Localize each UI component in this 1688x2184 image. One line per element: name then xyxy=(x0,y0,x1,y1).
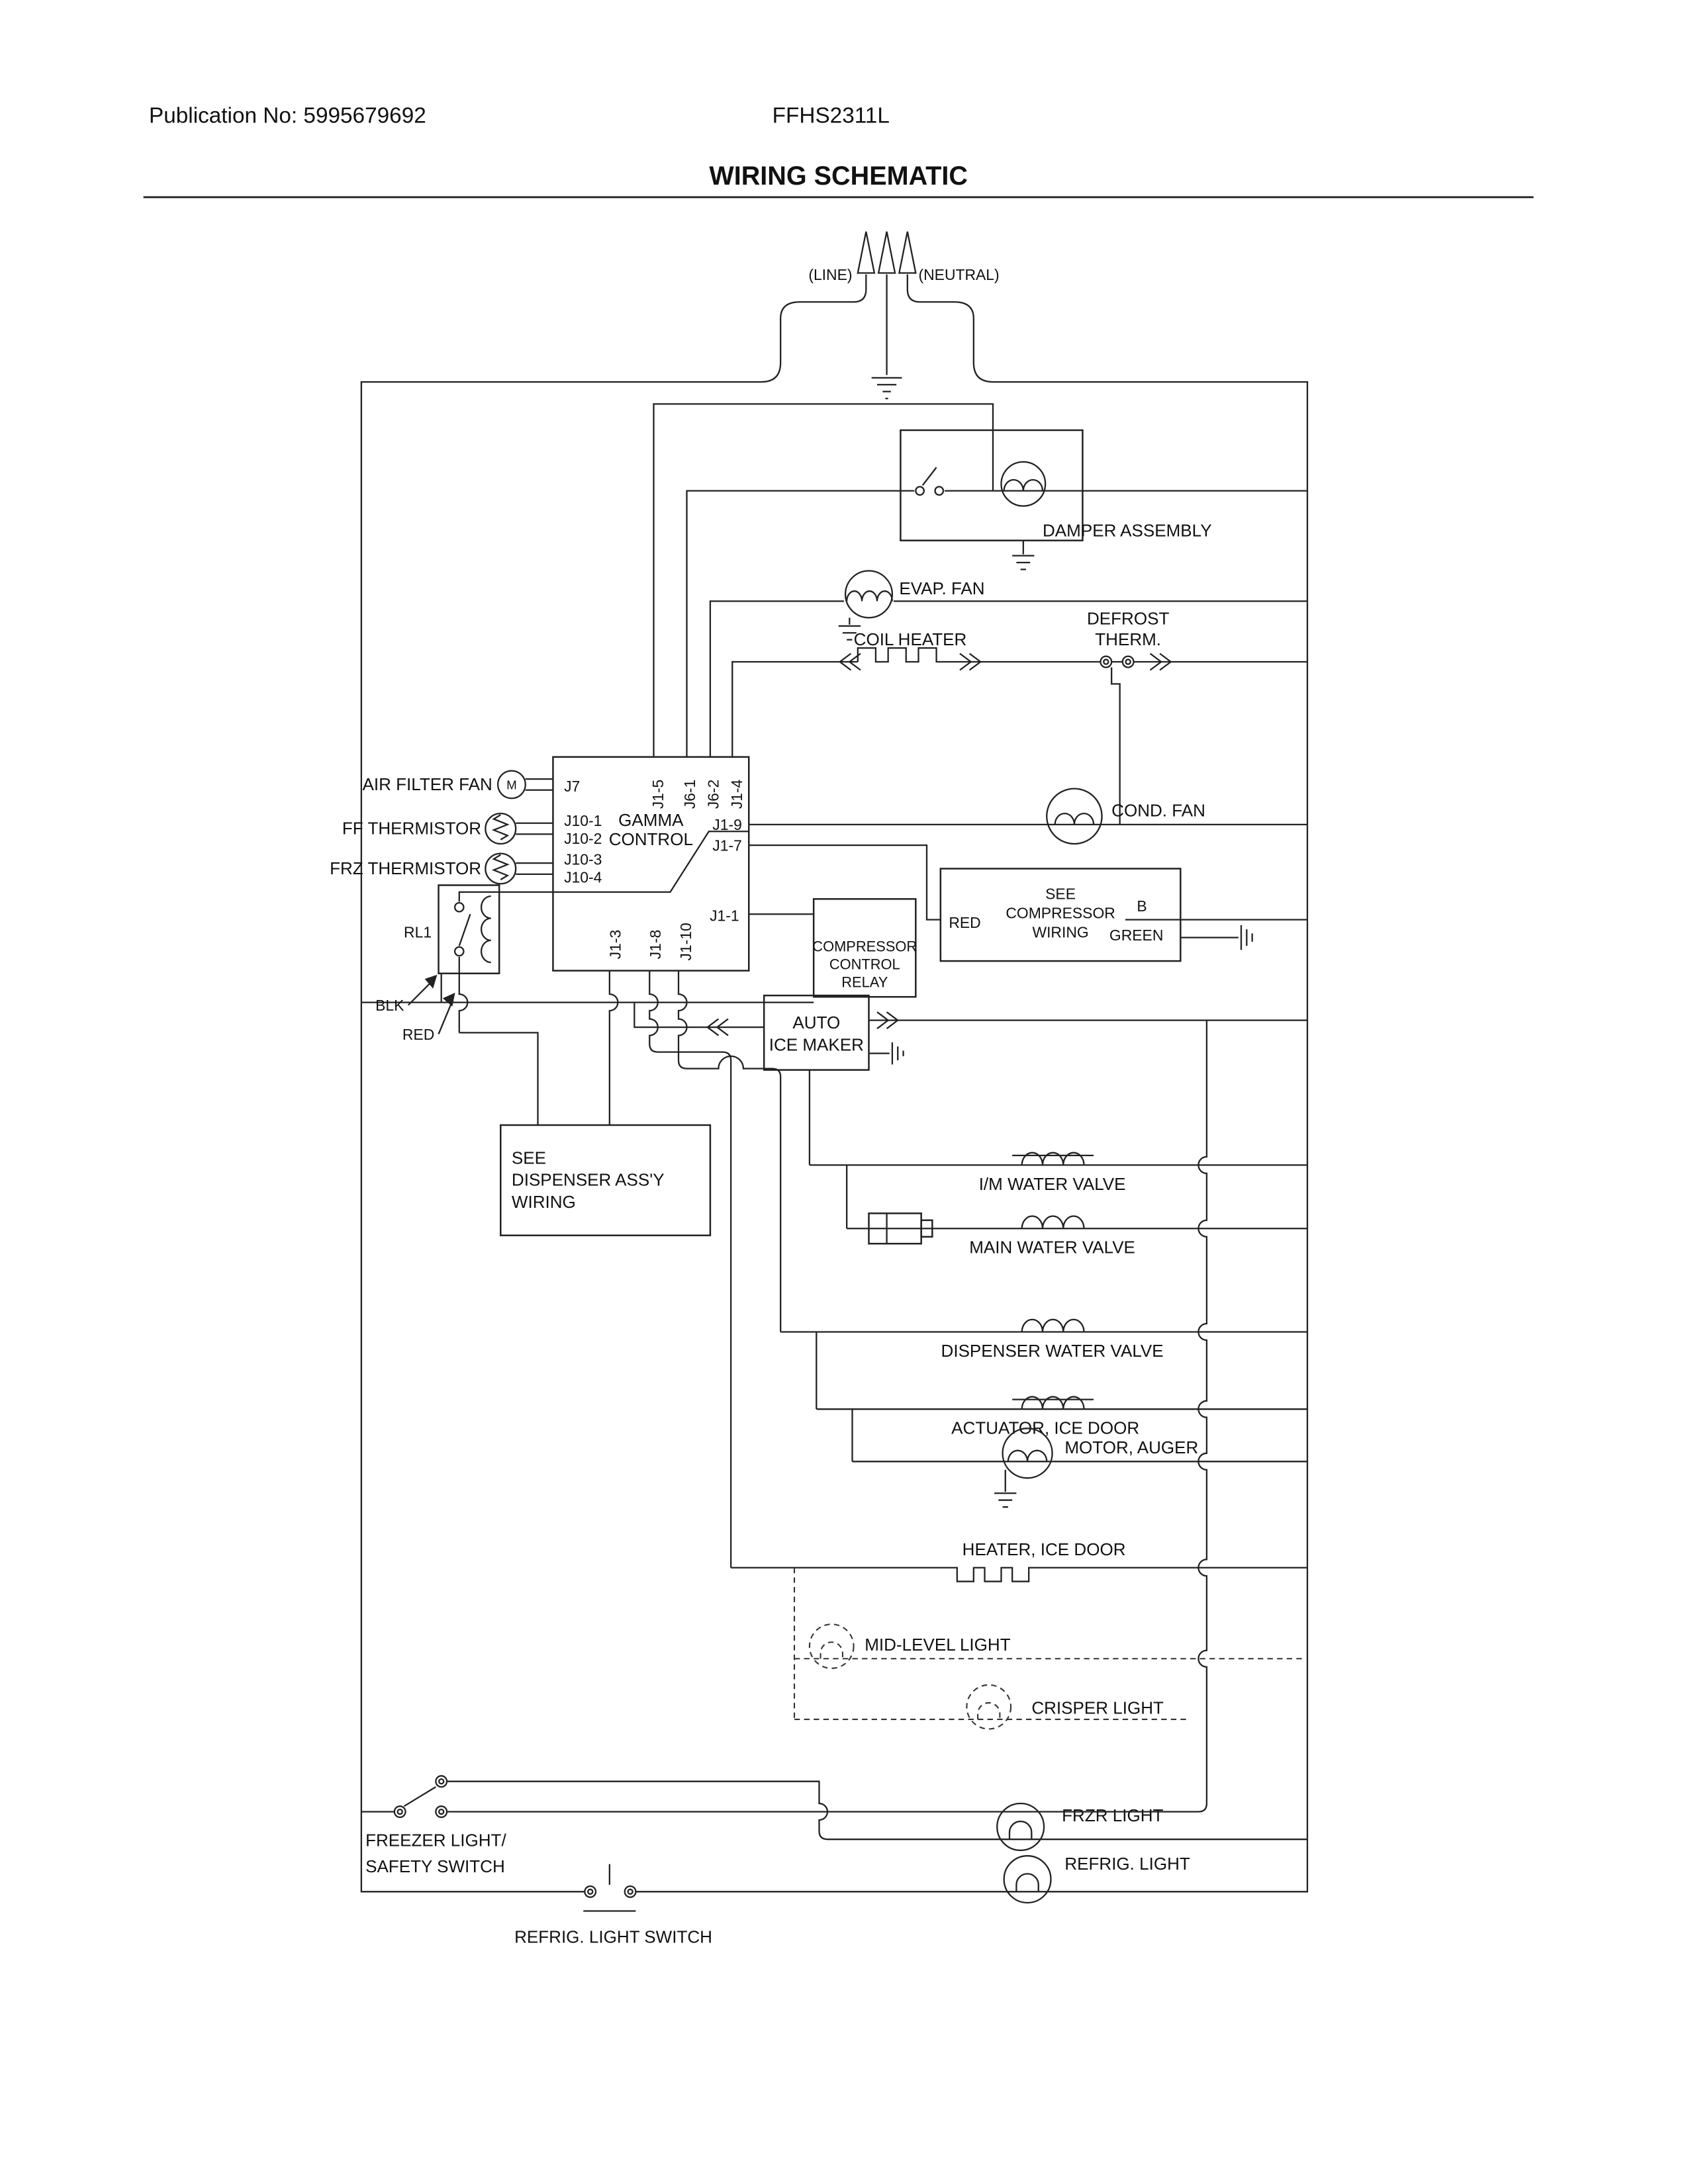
defrost-thermostat-icon xyxy=(1101,654,1171,825)
im-water-valve-label: I/M WATER VALVE xyxy=(978,1173,1126,1194)
pin-j10-4: J10-4 xyxy=(564,868,602,886)
dispenser-water-valve-label: DISPENSER WATER VALVE xyxy=(941,1341,1164,1361)
pin-j1-3: J1-3 xyxy=(606,929,624,960)
damper-assembly-label: DAMPER ASSEMBLY xyxy=(1043,520,1212,541)
see-compressor-label-3: WIRING xyxy=(1032,923,1089,941)
compressor-green-label: GREEN xyxy=(1109,926,1164,944)
see-dispenser-label-1: SEE xyxy=(511,1148,547,1168)
pin-j1-10: J1-10 xyxy=(677,923,694,961)
cond-fan-label: COND. FAN xyxy=(1111,800,1205,821)
defrost-therm-label-2: THERM. xyxy=(1095,629,1162,649)
coil-heater-icon xyxy=(840,648,1307,670)
page-title: WIRING SCHEMATIC xyxy=(709,161,968,191)
comp-relay-label-2: CONTROL xyxy=(829,956,900,973)
red-label: RED xyxy=(402,1025,435,1043)
ice-maker-label-1: AUTO xyxy=(792,1013,841,1033)
blk-pointer xyxy=(408,975,438,1005)
see-compressor-label-1: SEE xyxy=(1045,885,1076,903)
compressor-wiring-box xyxy=(941,869,1307,962)
comp-relay-label-1: COMPRESSOR xyxy=(812,938,917,955)
dispenser-water-valve xyxy=(780,1320,1307,1332)
wire-j6-1-damper-switch xyxy=(687,491,915,757)
im-water-valve xyxy=(810,1070,1307,1165)
see-dispenser-label-3: WIRING xyxy=(511,1192,576,1212)
frzr-light-icon xyxy=(997,1803,1044,1850)
wire-j1-10-dispenser-valve xyxy=(679,971,780,1332)
cond-fan-icon xyxy=(1047,789,1102,844)
see-dispenser-label-2: DISPENSER ASS'Y xyxy=(511,1169,665,1190)
mid-level-light-label: MID-LEVEL LIGHT xyxy=(865,1634,1011,1655)
auto-ice-maker xyxy=(708,995,1307,1070)
refrig-light-switch xyxy=(583,1864,635,1911)
ice-door-heater-icon xyxy=(731,1568,1307,1582)
freezer-switch-label-1: FREEZER LIGHT/ xyxy=(365,1830,506,1850)
line-bus xyxy=(361,275,867,1892)
pin-j10-2: J10-2 xyxy=(564,830,602,847)
wire-safety-switch-riser xyxy=(447,1021,1207,1812)
wire-j1-4-heater xyxy=(732,662,858,757)
crisper-light-label: CRISPER LIGHT xyxy=(1031,1698,1164,1718)
compressor-red-label: RED xyxy=(949,914,981,932)
damper-assembly xyxy=(900,430,1307,569)
pin-j7: J7 xyxy=(564,777,581,795)
pin-j10-3: J10-3 xyxy=(564,850,602,868)
pin-j6-1: J6-1 xyxy=(681,779,698,809)
pin-j1-9: J1-9 xyxy=(712,816,742,834)
rl1-relay xyxy=(439,886,553,974)
refrig-light-label: REFRIG. LIGHT xyxy=(1064,1854,1190,1874)
wire-j6-2-evap xyxy=(710,601,1307,756)
pin-j1-4: J1-4 xyxy=(727,779,745,809)
pin-j1-5: J1-5 xyxy=(649,779,667,809)
see-compressor-label-2: COMPRESSOR xyxy=(1006,904,1115,922)
freezer-switch-label-2: SAFETY SWITCH xyxy=(365,1856,505,1877)
wire-icemaker-feed xyxy=(634,1003,764,1028)
control-label: CONTROL xyxy=(608,829,693,850)
gamma-label: GAMMA xyxy=(618,809,684,830)
refrig-light-icon xyxy=(1004,1856,1051,1903)
coil-heater-label: COIL HEATER xyxy=(853,629,967,649)
motor-m-letter: M xyxy=(506,778,517,792)
comp-relay-label-3: RELAY xyxy=(841,974,888,991)
pin-j1-7: J1-7 xyxy=(712,837,742,854)
model-number: FFHS2311L xyxy=(772,103,890,128)
neutral-label: (NEUTRAL) xyxy=(918,265,1000,283)
pin-j1-8: J1-8 xyxy=(646,929,664,960)
wire-red xyxy=(459,957,538,1125)
line-label: (LINE) xyxy=(808,265,853,283)
pin-j1-1: J1-1 xyxy=(710,907,739,925)
frz-thermistor-label: FRZ THERMISTOR xyxy=(330,858,482,878)
power-plug-icon xyxy=(858,232,916,398)
wire-j1-3-dispenser xyxy=(610,971,618,1125)
refrig-light-switch-label: REFRIG. LIGHT SWITCH xyxy=(514,1927,712,1947)
wire-j1-7-compressor xyxy=(749,845,941,920)
main-water-valve-label: MAIN WATER VALVE xyxy=(969,1237,1135,1257)
air-filter-fan-label: AIR FILTER FAN xyxy=(362,774,492,794)
blk-label: BLK xyxy=(375,997,404,1015)
frzr-light-label: FRZR LIGHT xyxy=(1062,1805,1164,1826)
pin-j6-2: J6-2 xyxy=(704,779,722,809)
wire-frzr-light xyxy=(447,1782,1307,1840)
ice-maker-label-2: ICE MAKER xyxy=(769,1034,864,1055)
heater-ice-door-label: HEATER, ICE DOOR xyxy=(962,1539,1126,1559)
rl1-label: RL1 xyxy=(404,923,432,941)
wire-j1-8-heater xyxy=(649,971,731,1568)
actuator-label: ACTUATOR, ICE DOOR xyxy=(951,1418,1140,1438)
auger-label: MOTOR, AUGER xyxy=(1064,1437,1199,1457)
publication-number: Publication No: 5995679692 xyxy=(149,103,426,128)
defrost-therm-label-1: DEFROST xyxy=(1086,608,1170,629)
compressor-b-label: B xyxy=(1137,897,1147,915)
ff-thermistor-label: FF THERMISTOR xyxy=(342,818,482,839)
evap-fan-label: EVAP. FAN xyxy=(899,578,985,598)
pin-j10-1: J10-1 xyxy=(564,811,602,829)
ff-thermistor-icon xyxy=(485,813,553,844)
freezer-light-safety-switch xyxy=(361,1776,447,1817)
frz-thermistor-icon xyxy=(485,854,553,884)
